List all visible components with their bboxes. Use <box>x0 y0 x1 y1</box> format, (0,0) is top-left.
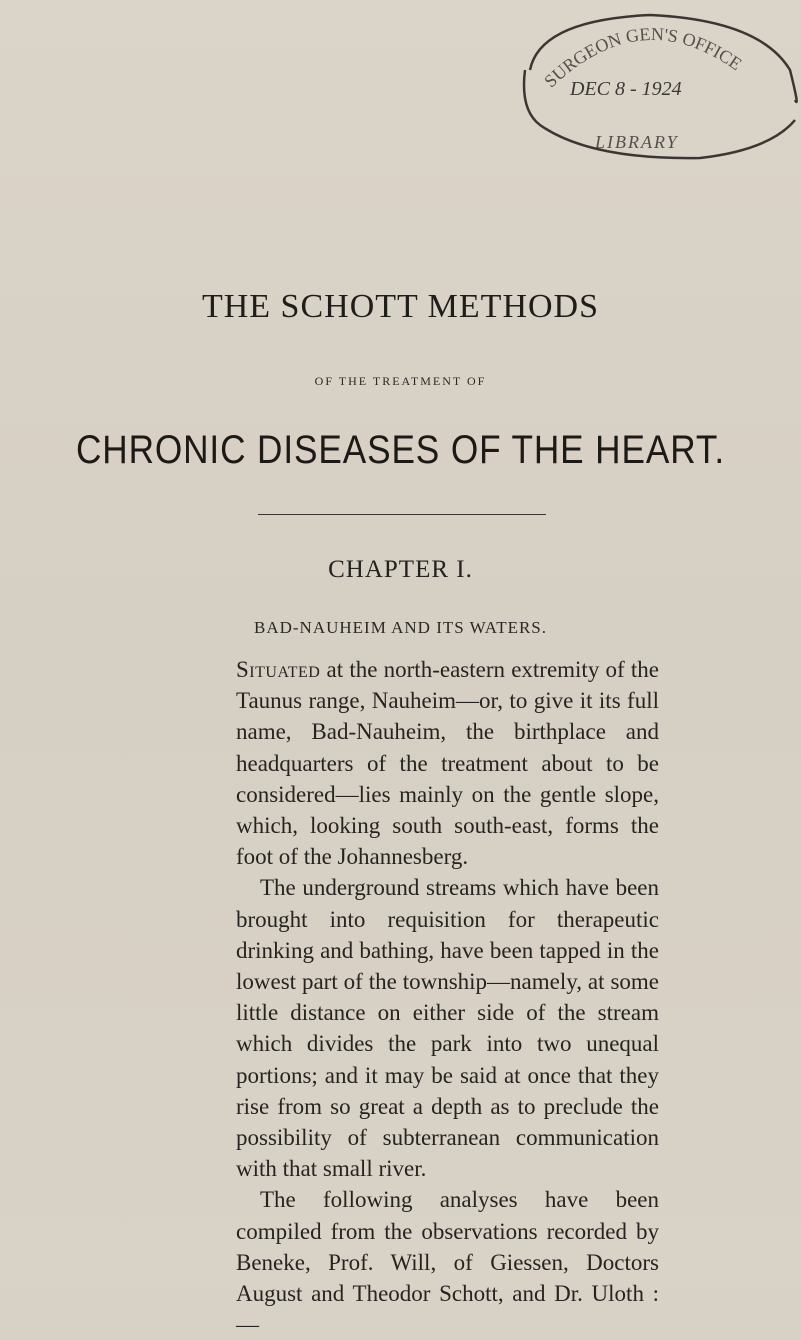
library-stamp <box>500 0 800 180</box>
body-text <box>236 654 659 1340</box>
paragraph-3: The following analyses have been compiled from the observations recorded by Beneke, Prof. Will, of Giessen, Doctors August and Theodor Schott, and Dr. Uloth :— <box>236 1187 659 1338</box>
chapter-heading: CHAPTER I. <box>328 556 473 583</box>
paragraph-1-text: at the north-eastern extremity of the Taunus range, Nauheim—or, to give it its full name, Bad-Nauheim, the birthplace and headquarters of the treatment about to be considered—lies mainly on the gentle slope, which, looking south south-east, forms the foot of the Johannesberg. <box>236 657 659 870</box>
chapter-title: BAD-NAUHEIM AND ITS WATERS. <box>253 618 548 637</box>
paragraph-2: The underground streams which have been brought into requisition for therapeutic drinking and bathing, have been tapped in the lowest part of the township—namely, at some little distance on either side of the stream which divides the park into two unequal portions; and it may be said at once that they rise from so great a depth as to preclude the possibility of subterranean communication with that small river. <box>236 875 659 1182</box>
book-subtitle: OF THE TREATMENT OF <box>314 374 487 388</box>
divider <box>258 514 546 515</box>
book-title: THE SCHOTT METHODS <box>201 288 600 325</box>
stamp-date: DEC 8 - 1924 <box>570 78 682 100</box>
book-main-title: CHRONIC DISEASES OF THE HEART. <box>75 428 726 472</box>
stamp-bottom-text: LIBRARY <box>595 132 679 152</box>
stamp-top-text: SURGEON GEN'S OFFICE <box>540 23 746 92</box>
stamp-icon <box>500 0 800 180</box>
paragraph-lead: Situated <box>236 657 321 682</box>
paragraph-1 <box>236 654 659 872</box>
